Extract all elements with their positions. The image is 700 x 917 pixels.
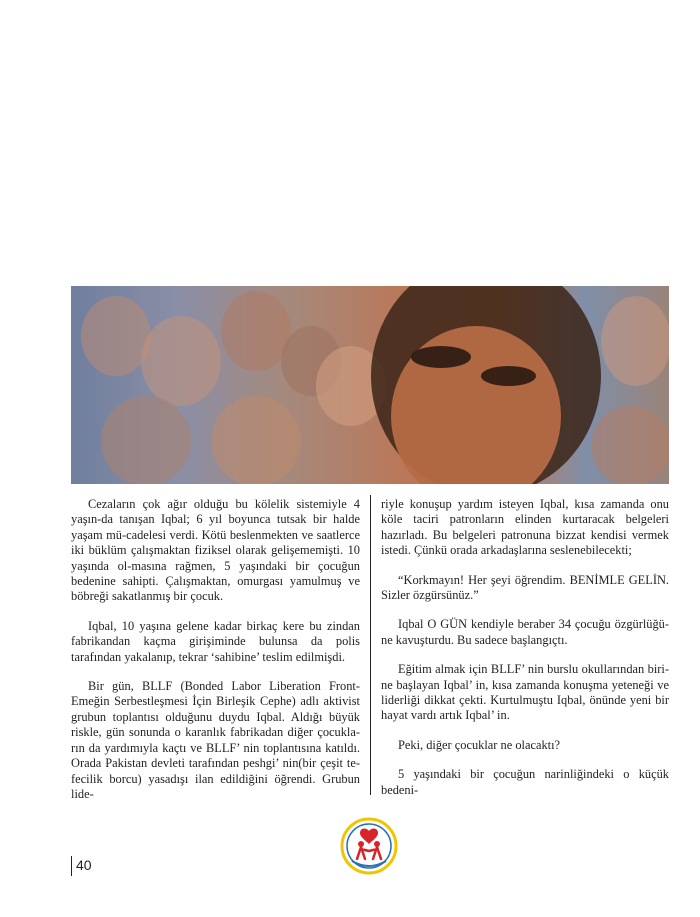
children-crowd-photo xyxy=(71,286,669,484)
paragraph: Iqbal O GÜN kendiyle beraber 34 çocuğu özgürlüğü-ne kavuşturdu. Bu sadece başlangıçtı. xyxy=(381,617,669,647)
paragraph: Peki, diğer çocuklar ne olacaktı? xyxy=(398,737,561,752)
quote-paragraph: “Korkmayın! Her şeyi öğrendim. BENİMLE GELİN. Sizler özgürsünüz.” xyxy=(381,572,669,603)
right-column xyxy=(381,497,669,812)
paragraph: Iqbal, 10 yaşına gelene kadar birkaç kere bu zindan fabrikandan kaçma girişiminde bulunsa da polis tarafından yakalanıp, tekrar ‘sahibine’ teslim edilmişdi. xyxy=(71,618,360,664)
paragraph: 5 yaşındaki bir çocuğun narinliğindeki o küçük bedeni- xyxy=(381,767,669,797)
column-divider xyxy=(370,495,371,795)
page-number: 40 xyxy=(76,857,92,873)
paragraph: riyle konuşup yardım isteyen Iqbal, kısa zamanda onu köle taciri patronların elinden kurtaracak belgeleri hazırladı. Bu belgeleri patronuna bizzat kendisi vermek istedi. Çünkü orada arkadaşlarına seslenebilecekti; xyxy=(381,497,669,558)
paragraph: Eğitim almak için BLLF’ nin burslu okullarından biri-ne başlayan Iqbal’ in, kısa zamanda konuşma yeteneği ve liderliği dikkat çekti. Kurtulmuştu Iqbal, önünde yeni bir hayat vardı artık Iqbal’ in. xyxy=(381,662,669,723)
paragraph: Bir gün, BLLF (Bonded Labor Liberation Front-Emeğin Serbestleşmesi İçin Birleşik Cephe) adlı aktivist grubun toplantısı olduğunu duydu Iqbal. Aldığı büyük riskle, gün sonunda o karanlık fabrikadan diğer çocukla-rın da yardımıyla kaçtı ve BLLF’ nin toplantısına katıldı. Orada Pakistan devleti tarafından peshgi’ nin(bir çeşit te-fecilik borcu) yasadışı ilan edildiğini öğrendi. Grubun lide- xyxy=(71,679,360,801)
left-column xyxy=(71,497,360,816)
paragraph: Cezaların çok ağır olduğu bu kölelik sistemiyle 4 yaşın-da tanışan Iqbal; 6 yıl boyunca tutsak bir halde yaşam mü-cadelesi verdi. Kötü beslenmekten ve saatlerce iki büklüm çalışmaktan fiziksel olarak gelişememişti. 10 yaşında ol-masına rağmen, 5 yaşındaki bir çocuğun bedenine sahipti. Çalışmaktan, omurgası yamulmuş ve böbreği sakatlanmış bir çocuk. xyxy=(71,497,360,604)
page-number-rule xyxy=(71,856,72,876)
organization-logo-icon xyxy=(340,817,398,875)
